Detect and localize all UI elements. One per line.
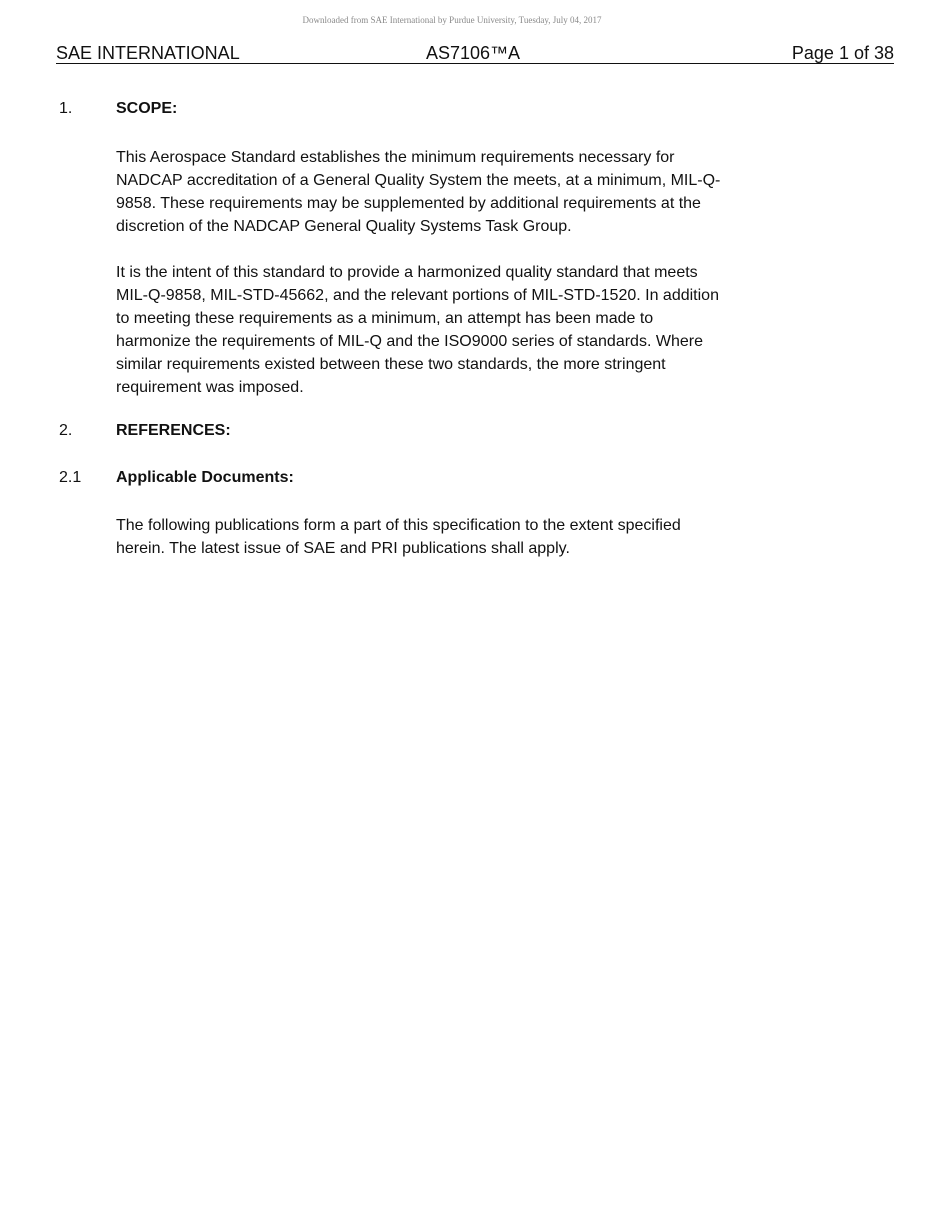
section-number: 2.1 (59, 469, 82, 486)
applicable-documents-paragraph (116, 514, 756, 560)
text-line: This Aerospace Standard establishes the minimum requirements necessary for (116, 149, 675, 166)
text-line: discretion of the NADCAP General Quality Systems Task Group. (116, 218, 572, 235)
header-organization: SAE INTERNATIONAL (56, 43, 240, 63)
text-line: similar requirements existed between these two standards, the more stringent (116, 356, 666, 373)
page-header (56, 43, 894, 64)
section-title: Applicable Documents: (116, 469, 294, 486)
header-document-number: AS7106™A (426, 43, 521, 63)
text-line: requirement was imposed. (116, 379, 304, 396)
scope-paragraph-1 (116, 146, 756, 238)
text-line: herein. The latest issue of SAE and PRI publications shall apply. (116, 540, 570, 557)
text-line: 9858. These requirements may be supplemented by additional requirements at the (116, 195, 701, 212)
download-note: Downloaded from SAE International by Purdue University, Tuesday, July 04, 2017 (302, 15, 602, 25)
section-title: REFERENCES: (116, 422, 231, 439)
text-line: to meeting these requirements as a minimum, an attempt has been made to (116, 310, 654, 327)
section-number: 2. (59, 422, 73, 439)
section-title: SCOPE: (116, 100, 178, 117)
scope-paragraph-2 (116, 261, 756, 399)
text-line: harmonize the requirements of MIL-Q and the ISO9000 series of standards. Where (116, 333, 703, 350)
section-number: 1. (59, 100, 73, 117)
text-line: The following publications form a part of this specification to the extent specified (116, 517, 681, 534)
text-line: NADCAP accreditation of a General Quality System the meets, at a minimum, MIL-Q- (116, 172, 721, 189)
header-page-number: Page 1 of 38 (791, 43, 894, 63)
text-line: MIL-Q-9858, MIL-STD-45662, and the relevant portions of MIL-STD-1520. In addition (116, 287, 719, 304)
text-line: It is the intent of this standard to provide a harmonized quality standard that meets (116, 264, 698, 281)
